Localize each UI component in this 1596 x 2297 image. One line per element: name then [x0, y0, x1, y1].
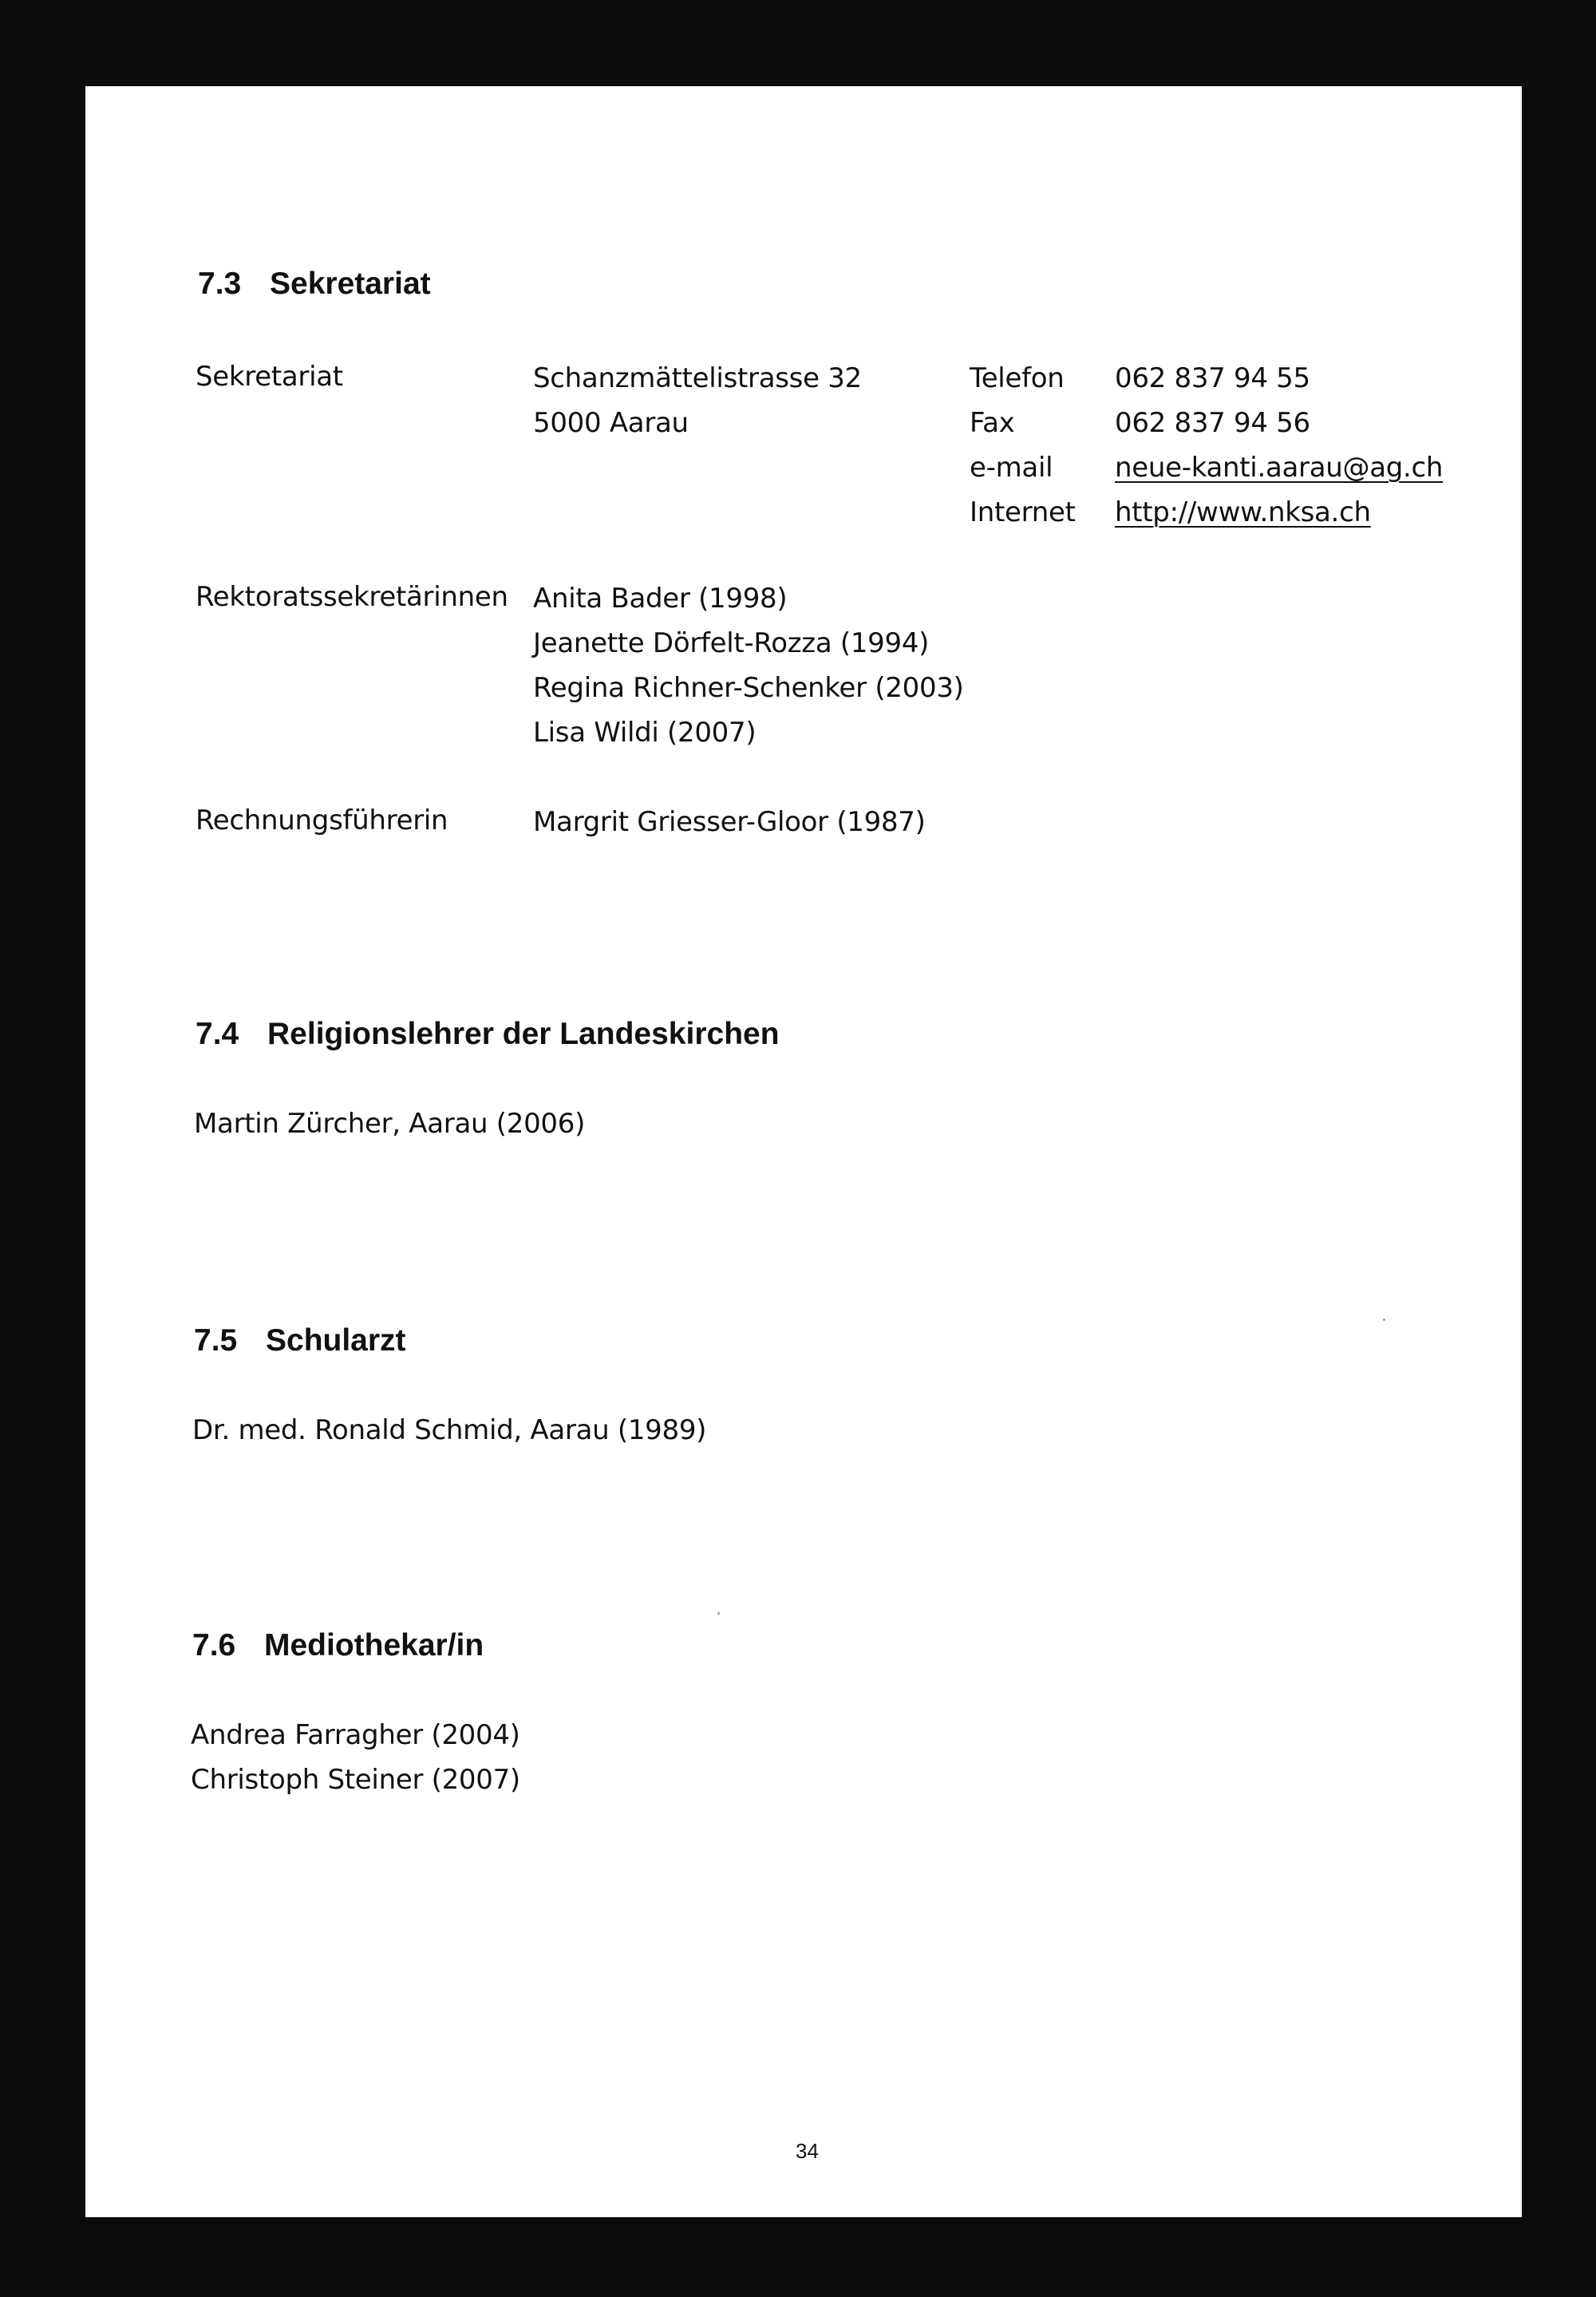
website-link[interactable]: http://www.nksa.ch: [1115, 496, 1371, 528]
accountant-name: Margrit Griesser-Gloor (1987): [533, 806, 926, 838]
contact-label-internet: Internet: [970, 496, 1076, 528]
contact-label-telefon: Telefon: [970, 362, 1065, 394]
contact-label-fax: Fax: [970, 407, 1015, 439]
scan-speck: [717, 1612, 720, 1615]
accountant-label: Rechnungsführerin: [196, 805, 448, 836]
secretaries-label: Rektoratssekretärinnen: [196, 581, 508, 613]
section-title: Religionslehrer der Landeskirchen: [267, 1017, 780, 1051]
document-page: [85, 86, 1522, 2217]
section-heading-religionslehrer: [196, 1018, 780, 1050]
section-number: 7.5: [194, 1323, 238, 1358]
section-number: 7.6: [192, 1628, 236, 1662]
email-link[interactable]: neue-kanti.aarau@ag.ch: [1115, 452, 1444, 484]
contact-label-email: e-mail: [970, 452, 1053, 484]
address-city: 5000 Aarau: [533, 407, 689, 439]
school-doctor-entry: Dr. med. Ronald Schmid, Aarau (1989): [192, 1414, 707, 1446]
contact-value-fax: 062 837 94 56: [1115, 407, 1310, 439]
section-title: Schularzt: [266, 1323, 406, 1358]
section-heading-mediothekar: [192, 1630, 484, 1661]
office-label: Sekretariat: [196, 361, 343, 393]
section-title: Mediothekar/in: [264, 1628, 484, 1662]
contact-value-telefon: 062 837 94 55: [1115, 362, 1310, 394]
section-title: Sekretariat: [270, 267, 431, 301]
secretary-name: Lisa Wildi (2007): [533, 717, 757, 749]
section-number: 7.4: [196, 1017, 239, 1051]
librarian-entry: Christoph Steiner (2007): [191, 1764, 520, 1796]
address-street: Schanzmättelistrasse 32: [533, 362, 862, 394]
secretary-name: Regina Richner-Schenker (2003): [533, 672, 964, 704]
religion-teacher-entry: Martin Zürcher, Aarau (2006): [194, 1108, 586, 1140]
librarian-entry: Andrea Farragher (2004): [191, 1719, 520, 1751]
section-heading-schularzt: [194, 1325, 406, 1356]
section-heading-sekretariat: [198, 268, 431, 299]
secretary-name: Jeanette Dörfelt-Rozza (1994): [533, 627, 930, 659]
scan-speck: [1383, 1319, 1385, 1321]
secretary-name: Anita Bader (1998): [533, 583, 788, 615]
page-number: 34: [796, 2139, 819, 2163]
section-number: 7.3: [198, 267, 242, 301]
